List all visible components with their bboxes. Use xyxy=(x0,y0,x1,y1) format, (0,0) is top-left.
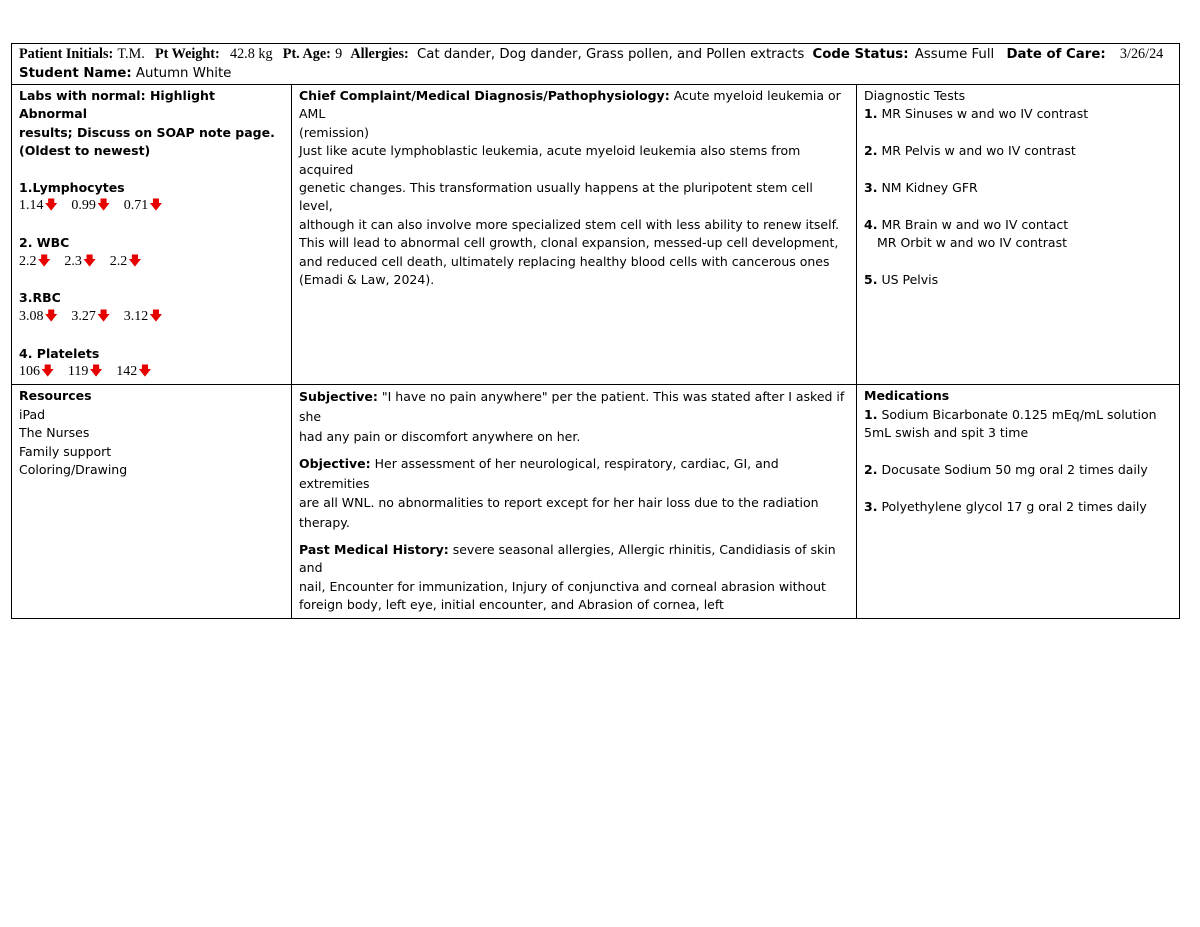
medications-cell xyxy=(857,385,1180,619)
lab-value: 0.71 xyxy=(123,198,149,214)
red-down-arrow-icon: 🡇 xyxy=(149,198,163,214)
objective-label: Objective: xyxy=(299,456,371,472)
medication-subitem: 5mL swish and spit 3 time xyxy=(864,425,1029,441)
red-down-arrow-icon: 🡇 xyxy=(96,198,111,214)
labs-heading-line2: results; Discuss on SOAP note page. xyxy=(19,124,275,140)
resource-item: iPad xyxy=(19,406,46,422)
top-row xyxy=(12,85,1180,385)
diagnostic-test-item: 4. MR Brain w and wo IV contact xyxy=(864,216,1069,232)
pathophysiology-line: Just like acute lymphoblastic leukemia, acute myeloid leukemia also stems from acquired xyxy=(299,143,801,177)
lab-value: 106 xyxy=(19,364,40,380)
pmh-line: severe seasonal allergies, Allergic rhinitis, Candidiasis of skin and xyxy=(299,541,836,576)
pathophysiology-line: This will lead to abnormal cell growth, clonal expansion, messed-up cell development, xyxy=(299,235,839,251)
bottom-row xyxy=(12,385,1180,619)
lab-group-title: 1.Lymphocytes xyxy=(19,180,125,196)
chief-complaint-label: Chief Complaint/Medical Diagnosis/Pathophysiology: xyxy=(299,88,670,103)
chief-complaint-cell xyxy=(292,85,857,385)
subjective-line: had any pain or discomfort anywhere on her. xyxy=(299,428,581,444)
medication-item: 1. Sodium Bicarbonate 0.125 mEq/mL solution xyxy=(864,406,1157,422)
lab-value: 2.2 xyxy=(109,253,128,269)
pmh-label: Past Medical History: xyxy=(299,541,449,557)
lab-value: 3.12 xyxy=(123,308,149,324)
student-label: Student Name: xyxy=(19,65,132,81)
pathophysiology-line: and reduced cell death, ultimately replacing healthy blood cells with cancerous ones xyxy=(299,253,830,269)
red-down-arrow-icon: 🡇 xyxy=(37,253,51,269)
lab-values-row xyxy=(19,308,284,326)
pmh-line: foreign body, left eye, initial encounter, and Abrasion of cornea, left xyxy=(299,597,724,613)
resources-cell xyxy=(12,385,292,619)
care-plan-sheet xyxy=(11,43,1179,619)
resource-item: The Nurses xyxy=(19,425,90,441)
date-value: 3/26/24 xyxy=(1119,46,1164,62)
subjective-line: "I have no pain anywhere" per the patient. This was stated after I asked if she xyxy=(299,389,845,425)
age-label: Pt. Age: xyxy=(282,46,331,62)
lab-value: 0.99 xyxy=(71,198,96,214)
pathophysiology-line: although it can also involve more specialized stem cell with less ability to renew itself. xyxy=(299,216,840,232)
lab-value: 2.2 xyxy=(19,253,37,269)
red-down-arrow-icon: 🡇 xyxy=(128,253,142,269)
lab-value: 3.08 xyxy=(19,308,44,324)
medications-heading: Medications xyxy=(864,388,950,404)
lab-values-row xyxy=(19,363,284,381)
subjective-label: Subjective: xyxy=(299,389,378,405)
student-name: Autumn White xyxy=(135,65,232,81)
objective-line: are all WNL. no abnormalities to report except for her hair loss due to the radiation xyxy=(299,495,819,511)
allergies-value: Cat dander, Dog dander, Grass pollen, and Pollen extracts xyxy=(416,47,805,62)
lab-value: 119 xyxy=(67,364,89,380)
date-label: Date of Care: xyxy=(1006,47,1106,62)
lab-value: 3.27 xyxy=(71,308,96,324)
diagnostic-test-item: 2. MR Pelvis w and wo IV contrast xyxy=(864,143,1076,159)
diagnostic-test-item: 1. MR Sinuses w and wo IV contrast xyxy=(864,106,1089,122)
allergies-label: Allergies: xyxy=(350,46,409,62)
weight-value: 42.8 kg xyxy=(229,46,273,62)
patient-header xyxy=(12,44,1180,85)
resources-heading: Resources xyxy=(19,388,92,404)
diagnostic-test-subitem: MR Orbit w and wo IV contrast xyxy=(877,235,1068,251)
age-value: 9 xyxy=(335,46,343,62)
diagnostic-test-item: 3. NM Kidney GFR xyxy=(864,180,978,195)
lab-group-title: 3.RBC xyxy=(19,290,61,306)
red-down-arrow-icon: 🡇 xyxy=(96,308,111,324)
care-plan-table xyxy=(11,43,1180,619)
chief-complaint-line xyxy=(299,87,849,124)
code-status-value: Assume Full xyxy=(914,47,995,62)
red-down-arrow-icon: 🡇 xyxy=(82,253,97,269)
diagnostic-tests-heading: Diagnostic Tests xyxy=(864,88,966,103)
weight-label: Pt Weight: xyxy=(154,46,220,62)
lab-value: 142 xyxy=(116,364,138,380)
objective-line: Her assessment of her neurological, respiratory, cardiac, GI, and extremities xyxy=(299,456,779,491)
code-status-label: Code Status: xyxy=(812,47,909,62)
diagnosis-remission: (remission) xyxy=(299,124,370,140)
labs-heading-line1: Labs with normal: Highlight Abnormal xyxy=(19,88,215,122)
medication-item: 3. Polyethylene glycol 17 g oral 2 times daily xyxy=(864,498,1147,514)
pathophysiology-line: (Emadi & Law, 2024). xyxy=(299,272,435,288)
lab-value: 2.3 xyxy=(64,253,82,269)
diagnosis-value: Acute myeloid leukemia or AML xyxy=(299,88,841,122)
lab-group-title: 2. WBC xyxy=(19,235,70,251)
lab-group-title: 4. Platelets xyxy=(19,345,100,361)
diagnostic-test-item: 5. US Pelvis xyxy=(864,272,939,287)
objective-section xyxy=(299,454,849,532)
resource-item: Family support xyxy=(19,443,112,459)
red-down-arrow-icon: 🡇 xyxy=(149,308,163,324)
pmh-section xyxy=(299,541,849,615)
medication-item: 2. Docusate Sodium 50 mg oral 2 times daily xyxy=(864,462,1148,478)
labs-cell xyxy=(12,85,292,385)
lab-values-row xyxy=(19,197,284,215)
soap-cell xyxy=(292,385,857,619)
red-down-arrow-icon: 🡇 xyxy=(138,364,152,380)
diagnostic-tests-cell xyxy=(857,85,1180,385)
resource-item: Coloring/Drawing xyxy=(19,462,128,478)
lab-value: 1.14 xyxy=(19,198,44,214)
subjective-section xyxy=(299,387,849,446)
pathophysiology-line: genetic changes. This transformation usually happens at the pluripotent stem cell level, xyxy=(299,180,813,214)
objective-line: therapy. xyxy=(299,515,350,530)
student-line xyxy=(19,65,1172,84)
patient-initials: T.M. xyxy=(117,46,145,62)
red-down-arrow-icon: 🡇 xyxy=(44,308,58,324)
red-down-arrow-icon: 🡇 xyxy=(41,364,55,380)
red-down-arrow-icon: 🡇 xyxy=(89,364,103,380)
pmh-line: nail, Encounter for immunization, Injury of conjunctiva and corneal abrasion without xyxy=(299,578,826,594)
header-row xyxy=(12,44,1180,85)
patient-initials-label: Patient Initials: xyxy=(19,46,114,62)
patient-info-line xyxy=(19,45,1172,65)
labs-heading-line3: (Oldest to newest) xyxy=(19,143,151,159)
red-down-arrow-icon: 🡇 xyxy=(44,198,58,214)
lab-values-row xyxy=(19,253,284,271)
